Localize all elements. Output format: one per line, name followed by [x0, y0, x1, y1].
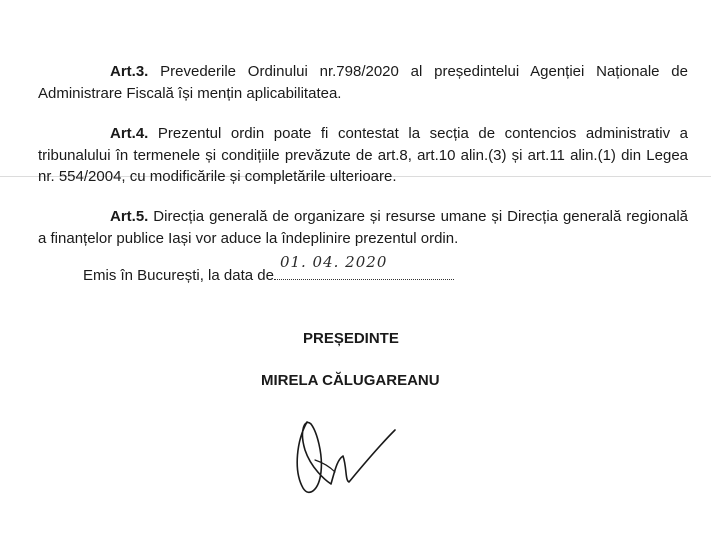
article-3	[38, 61, 688, 104]
signatory-title: PREȘEDINTE	[303, 330, 399, 347]
date-dotted-line	[274, 253, 454, 280]
article-5-text: Direcția generală de organizare și resurse umane și Direcția generală regională a finanțelor publice Iași vor aduce la îndeplinire prezentul ordin.	[38, 208, 689, 247]
article-5	[38, 206, 688, 249]
issue-statement	[83, 253, 454, 284]
article-4	[38, 123, 688, 188]
article-3-label: Art.3.	[110, 63, 149, 80]
issue-statement-text: Emis în București, la data de	[83, 267, 274, 284]
handwritten-date: 01. 04. 2020	[279, 253, 388, 271]
handwritten-signature	[285, 410, 400, 500]
article-4-text: Prezentul ordin poate fi contestat la secția de contencios administrativ a tribunalului în termenele și condițiile prevăzute de art.8, art.10 alin.(3) și art.11 alin.(1) din Legea nr. 554/2004, cu modificările și completările ulterioare.	[38, 125, 688, 185]
article-4-label: Art.4.	[110, 125, 149, 142]
article-5-label: Art.5.	[110, 208, 149, 225]
article-3-text: Prevederile Ordinului nr.798/2020 al președintelui Agenției Naționale de Administrare Fiscală își mențin aplicabilitatea.	[38, 63, 688, 102]
signatory-name: MIRELA CĂLUGAREANU	[261, 372, 440, 389]
